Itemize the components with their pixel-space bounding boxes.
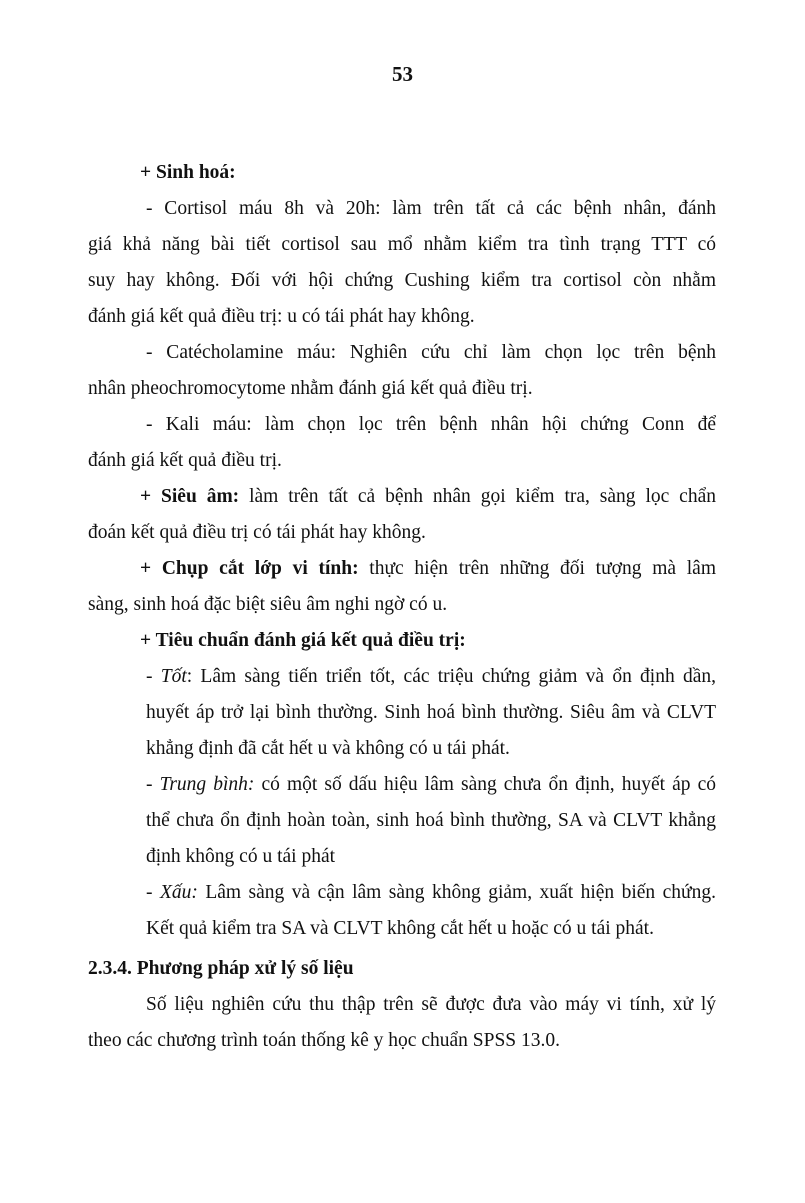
sieu-am-line-2: đoán kết quả điều trị có tái phát hay không.	[88, 522, 426, 543]
xau-line-1: - Xấu: Lâm sàng và cận lâm sàng không giảm, xuất hiện biến chứng.	[146, 882, 716, 903]
page-number: 53	[392, 62, 413, 86]
cortisol-line-2: giá khả năng bài tiết cortisol sau mổ nhằm kiểm tra tình trạng TTT có	[88, 234, 716, 255]
section-234-heading: 2.3.4. Phương pháp xử lý số liệu	[88, 958, 354, 979]
sieu-am-line-1: + Siêu âm: làm trên tất cả bệnh nhân gọi kiểm tra, sàng lọc chẩn	[140, 486, 716, 507]
xau-line-2: Kết quả kiểm tra SA và CLVT không cắt hết u hoặc có u tái phát.	[146, 918, 654, 939]
tot-line-2: huyết áp trở lại bình thường. Sinh hoá bình thường. Siêu âm và CLVT	[146, 702, 716, 723]
section-234-line-1: Số liệu nghiên cứu thu thập trên sẽ được đưa vào máy vi tính, xử lý	[146, 994, 716, 1015]
tot-line-3: khẳng định đã cắt hết u và không có u tái phát.	[146, 738, 510, 759]
trung-binh-line-1: - Trung bình: có một số dấu hiệu lâm sàng chưa ổn định, huyết áp có	[146, 774, 716, 795]
tieu-chuan-heading: + Tiêu chuẩn đánh giá kết quả điều trị:	[140, 630, 466, 651]
cortisol-line-3: suy hay không. Đối với hội chứng Cushing kiểm tra cortisol còn nhằm	[88, 270, 716, 291]
catecholamine-line-1: - Catécholamine máu: Nghiên cứu chỉ làm chọn lọc trên bệnh	[146, 342, 716, 363]
kali-line-1: - Kali máu: làm chọn lọc trên bệnh nhân hội chứng Conn để	[146, 414, 716, 435]
kali-line-2: đánh giá kết quả điều trị.	[88, 450, 282, 471]
xau-label: Xấu:	[159, 882, 198, 903]
trung-binh-label: Trung bình:	[159, 774, 255, 795]
trung-binh-line-2: thể chưa ổn định hoàn toàn, sinh hoá bình thường, SA và CLVT khẳng	[146, 810, 716, 831]
catecholamine-line-2: nhân pheochromocytome nhằm đánh giá kết quả điều trị.	[88, 378, 533, 399]
tot-label: Tốt	[160, 666, 187, 687]
tot-line-1: - Tốt: Lâm sàng tiến triển tốt, các triệu chứng giảm và ổn định dần,	[146, 666, 716, 687]
trung-binh-line-3: định không có u tái phát	[146, 846, 336, 867]
section-234-line-2: theo các chương trình toán thống kê y học chuẩn SPSS 13.0.	[88, 1030, 561, 1051]
chup-cat-lop-line-1: + Chụp cắt lớp vi tính: thực hiện trên những đối tượng mà lâm	[140, 558, 716, 579]
sinh-hoa-heading: + Sinh hoá:	[140, 162, 236, 183]
cortisol-line-1: - Cortisol máu 8h và 20h: làm trên tất cả các bệnh nhân, đánh	[146, 198, 716, 219]
sieu-am-label: + Siêu âm:	[140, 486, 240, 507]
cortisol-line-4: đánh giá kết quả điều trị: u có tái phát hay không.	[88, 306, 475, 327]
chup-cat-lop-label: + Chụp cắt lớp vi tính:	[140, 558, 359, 579]
chup-cat-lop-line-2: sàng, sinh hoá đặc biệt siêu âm nghi ngờ có u.	[88, 594, 448, 615]
